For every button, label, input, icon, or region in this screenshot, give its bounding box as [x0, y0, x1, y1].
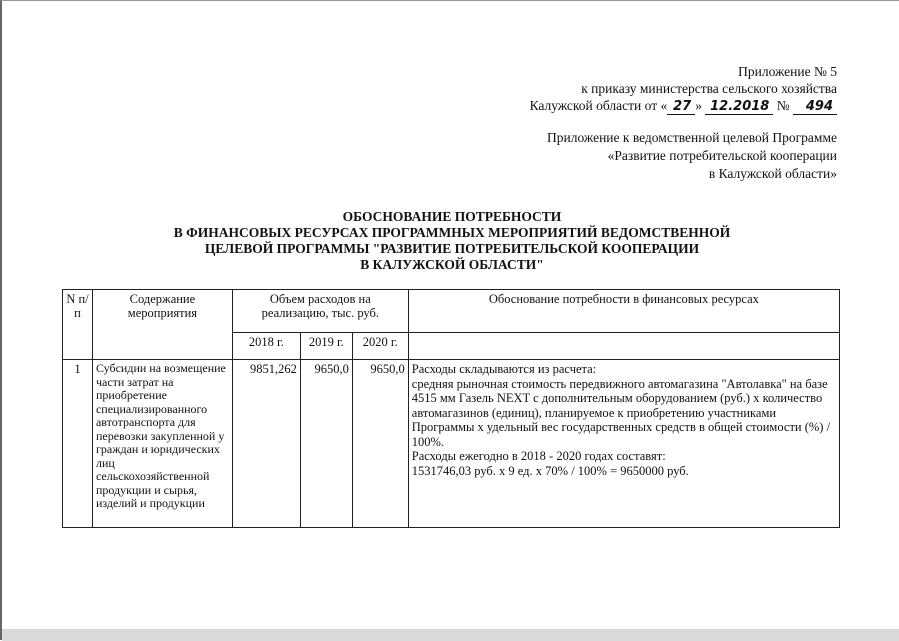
order-date-mid: »: [695, 98, 702, 113]
header-content: Содержание мероприятия: [92, 290, 232, 360]
title-line-1: ОБОСНОВАНИЕ ПОТРЕБНОСТИ: [342, 209, 562, 224]
basis-line-1: Расходы складываются из расчета:: [411, 362, 597, 376]
header-basis: Обоснование потребности в финансовых ресурсах: [408, 290, 839, 333]
program-line-3: в Калужской области»: [708, 166, 837, 181]
row-2019: 9650,0: [300, 360, 352, 528]
basis-line-4: 1531746,03 руб. х 9 ед. х 70% / 100% = 9650000 руб.: [411, 463, 689, 478]
row-basis: [408, 360, 839, 528]
order-day: 27: [667, 100, 695, 115]
row-num: 1: [63, 360, 93, 528]
header-year-2019: 2019 г.: [300, 333, 352, 360]
basis-line-3: Расходы ежегодно в 2018 - 2020 годах составят:: [411, 449, 666, 463]
table-row: [63, 360, 840, 528]
title-line-4: В КАЛУЖСКОЙ ОБЛАСТИ": [360, 257, 544, 272]
header-num: N п/п: [63, 290, 93, 360]
row-2020: 9650,0: [352, 360, 408, 528]
order-date-prefix: Калужской области от «: [529, 98, 668, 113]
header-basis-empty: [408, 333, 839, 360]
header-volume: Объем расходов на реализацию, тыс. руб.: [232, 290, 408, 333]
header-year-2018: 2018 г.: [232, 333, 300, 360]
program-line-2: «Развитие потребительской кооперации: [607, 148, 837, 163]
scan-bottom-edge: [2, 629, 899, 641]
title-line-2: В ФИНАНСОВЫХ РЕСУРСАХ ПРОГРАММНЫХ МЕРОПРИЯТИЙ ВЕДОМСТВЕННОЙ: [173, 225, 731, 240]
program-reference: [547, 129, 837, 183]
row-2018: 9851,262: [232, 360, 300, 528]
title-line-3: ЦЕЛЕВОЙ ПРОГРАММЫ "РАЗВИТИЕ ПОТРЕБИТЕЛЬСКОЙ КООПЕРАЦИИ: [204, 241, 700, 256]
order-date-line: [530, 97, 837, 115]
program-line-1: Приложение к ведомственной целевой Программе: [547, 130, 837, 145]
appendix-number: Приложение № 5: [738, 64, 837, 79]
order-number-sign: №: [776, 98, 790, 113]
order-number: 494: [793, 100, 837, 115]
order-header: [530, 63, 837, 115]
header-year-2020: 2020 г.: [352, 333, 408, 360]
financing-table: [62, 289, 840, 528]
basis-line-2: средняя рыночная стоимость передвижного автомагазина "Автолавка" на базе 4515 мм Газель NEXT с дополнительным оборудованием (руб.) х количество автомагазинов (единиц), планируемое к приобретению участниками Программы х удельный вес государственных средств в общей стоимости (%) / 100%.: [411, 376, 831, 449]
document-title: [62, 209, 842, 273]
order-reference: к приказу министерства сельского хозяйства: [581, 81, 837, 96]
row-content: Субсидии на возмещение части затрат на приобретение специализированного автотранспорта для перевозки закупленной у граждан и юридических лиц сельскохозяйственной продукции и сырья, изделий и продукции: [92, 360, 232, 528]
order-month-year: 12.2018: [705, 100, 773, 115]
